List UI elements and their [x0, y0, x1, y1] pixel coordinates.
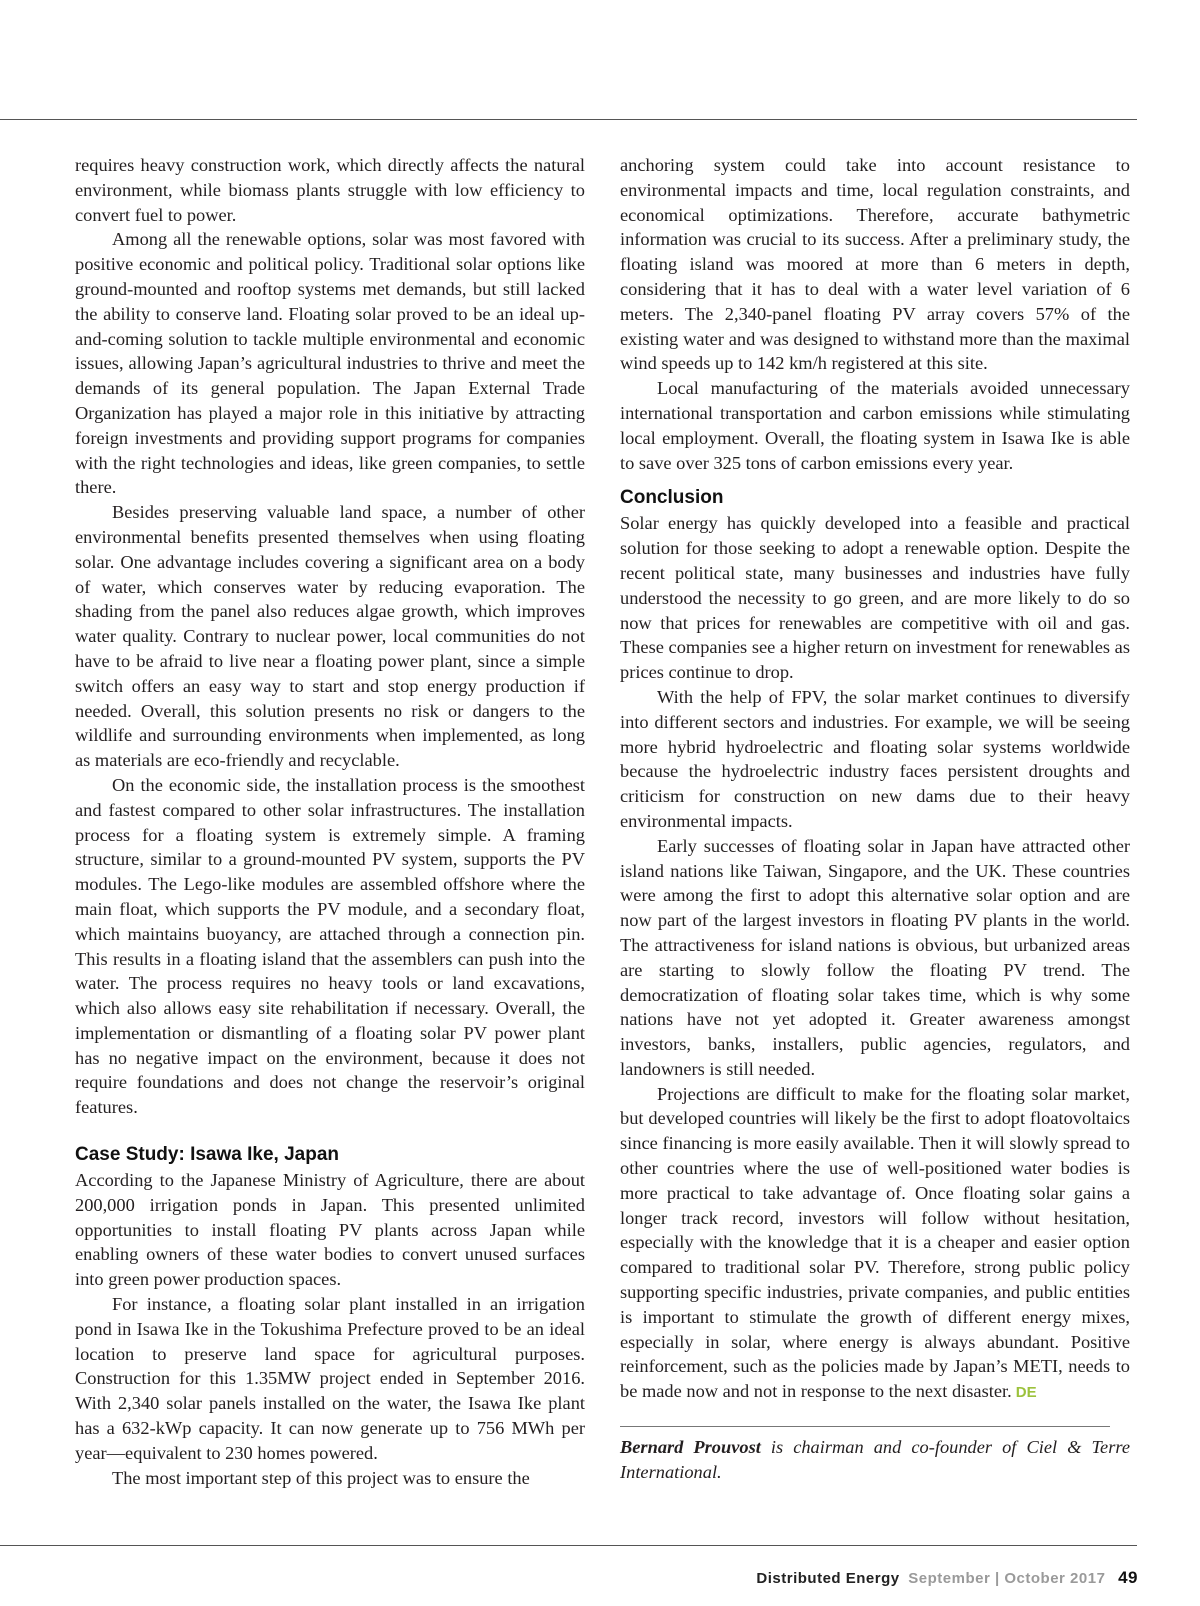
author-name: Bernard Prouvost	[620, 1437, 761, 1458]
paragraph: Among all the renewable options, solar was most favored with positive economic and political policy. Traditional solar options like ground-mounted and rooftop systems met demands, but still lacked the ability to conserve land. Floating solar proved to be an ideal up-and-coming solution to tackle multiple environmental and economic issues, allowing Japan’s agricultural industries to thrive and meet the demands of its general population. The Japan External Trade Organization has played a major role in this initiative by attracting foreign investments and providing support programs for companies with the right technologies and ideas, like green companies, to settle there.	[75, 229, 585, 498]
issue-separator: |	[994, 1570, 1000, 1587]
end-mark-logo: DE	[1015, 1384, 1037, 1402]
article-column-right	[620, 153, 1130, 1485]
final-paragraph	[620, 1082, 1130, 1406]
publication-name: Distributed Energy	[756, 1570, 900, 1587]
paragraph: For instance, a floating solar plant installed in an irrigation pond in Isawa Ike in the Tokushima Prefecture proved to be an ideal location to preserve land space for agricultural purposes. Construction for this 1.35MW project ended in September 2016. With 2,340 solar panels installed on the water, the Isawa Ike plant has a 632-kWp capacity. It can now generate up to 756 MWh per year—equivalent to 230 homes powered.	[75, 1294, 585, 1463]
issue-date: October 2017	[1004, 1570, 1106, 1587]
issue-month: September	[908, 1570, 991, 1587]
paragraph: Solar energy has quickly developed into a feasible and practical solution for those seeking to adopt a renewable option. Despite the recent political state, many businesses and industries have fully understood the necessity to go green, and are more likely to do so now that prices for renewables are competitive with oil and gas. These companies see a higher return on investment for renewables as prices continue to drop.	[620, 513, 1130, 683]
paragraph: On the economic side, the installation process is the smoothest and fastest compared to other solar infrastructures. The installation process for a floating system is extremely simple. A framing structure, similar to a ground-mounted PV system, supports the PV modules. The Lego-like modules are assembled offshore where the main float, which supports the PV module, and a secondary float, which maintains buoyancy, are attached through a connection pin. This results in a floating island that the assemblers can push into the water. The process requires no heavy tools or land excavations, which also allows easy site rehabilitation if necessary. Overall, the implementation or dismantling of a floating solar PV power plant has no negative impact on the environment, because it does not require foundations and does not change the reservoir’s original features.	[75, 774, 585, 1118]
top-rule	[0, 119, 1137, 120]
author-bio	[620, 1435, 1130, 1485]
bottom-rule	[0, 1545, 1137, 1546]
paragraph-text: Projections are difficult to make for the floating solar market, but developed countries will likely be the first to adopt floatovoltaics since financing is more easily available. Then it will slowly spread to other countries where the use of well-positioned water bodies is more practical to take advantage of. Once floating solar gains a longer track record, investors will follow without hesitation, especially with the knowledge that it is a cheaper and easier option compared to traditional solar PV. Therefore, strong public policy supporting specific industries, private companies, and public entities is important to stimulate the growth of different energy mixes, especially in solar, where energy is always abundant. Positive reinforcement, such as the policies made by Japan’s METI, needs to be made now and not in response to the next disaster.	[620, 1083, 1130, 1402]
paragraph: Local manufacturing of the materials avoided unnecessary international transportation and carbon emissions while stimulating local employment. Overall, the floating system in Isawa Ike is able to save over 325 tons of carbon emissions every year.	[620, 378, 1130, 473]
bio-divider	[620, 1426, 1110, 1427]
page-number: 49	[1118, 1568, 1138, 1587]
conclusion-heading: Conclusion	[620, 487, 724, 509]
paragraph: anchoring system could take into account resistance to environmental impacts and time, local regulation constraints, and economical optimizations. Therefore, accurate bathymetric information was crucial to its success. After a preliminary study, the floating island was moored at more than 6 meters in depth, considering that it has to deal with a water level variation of 6 meters. The 2,340-panel floating PV array covers 57% of the existing water and was designed to withstand more than the maximal wind speeds up to 142 km/h registered at this site.	[620, 155, 1130, 374]
paragraph: Early successes of floating solar in Japan have attracted other island nations like Taiwan, Singapore, and the UK. These countries were among the first to adopt this alternative solar option and are now part of the largest investors in floating PV plants in the world. The attractiveness for island nations is obvious, but urbanized areas are starting to slowly follow the floating PV trend. The democratization of floating solar takes time, which is why some nations have not yet adopted it. Greater awareness amongst investors, banks, installers, public agencies, regulators, and landowners is still needed.	[620, 835, 1130, 1079]
page-footer	[756, 1568, 1138, 1588]
author-description: is chairman and co-founder of Ciel & Terre International.	[620, 1437, 1130, 1482]
paragraph: With the help of FPV, the solar market continues to diversify into different sectors and industries. For example, we will be seeing more hybrid hydroelectric and floating solar systems worldwide because the hydroelectric industry faces persistent droughts and criticism for construction on new dams due to their heavy environmental impacts.	[620, 686, 1130, 831]
article-column-left	[75, 153, 585, 1490]
paragraph: requires heavy construction work, which directly affects the natural environment, while biomass plants struggle with low efficiency to convert fuel to power.	[75, 155, 585, 225]
paragraph: The most important step of this project was to ensure the	[112, 1467, 530, 1488]
paragraph: According to the Japanese Ministry of Agriculture, there are about 200,000 irrigation ponds in Japan. This presented unlimited opportunities to install floating PV plants across Japan while enabling owners of these water bodies to convert unused surfaces into green power production spaces.	[75, 1170, 585, 1290]
case-study-heading: Case Study: Isawa Ike, Japan	[75, 1144, 340, 1166]
paragraph: Besides preserving valuable land space, a number of other environmental benefits presented themselves when using floating solar. One advantage includes covering a significant area on a body of water, which conserves water by reducing evaporation. The shading from the panel also reduces algae growth, which improves water quality. Contrary to nuclear power, local communities do not have to be afraid to live near a floating power plant, since a simple switch offers an easy way to start and stop energy production if needed. Overall, this solution presents no risk or dangers to the wildlife and surrounding environments when implemented, as long as materials are eco-friendly and recyclable.	[75, 502, 585, 771]
